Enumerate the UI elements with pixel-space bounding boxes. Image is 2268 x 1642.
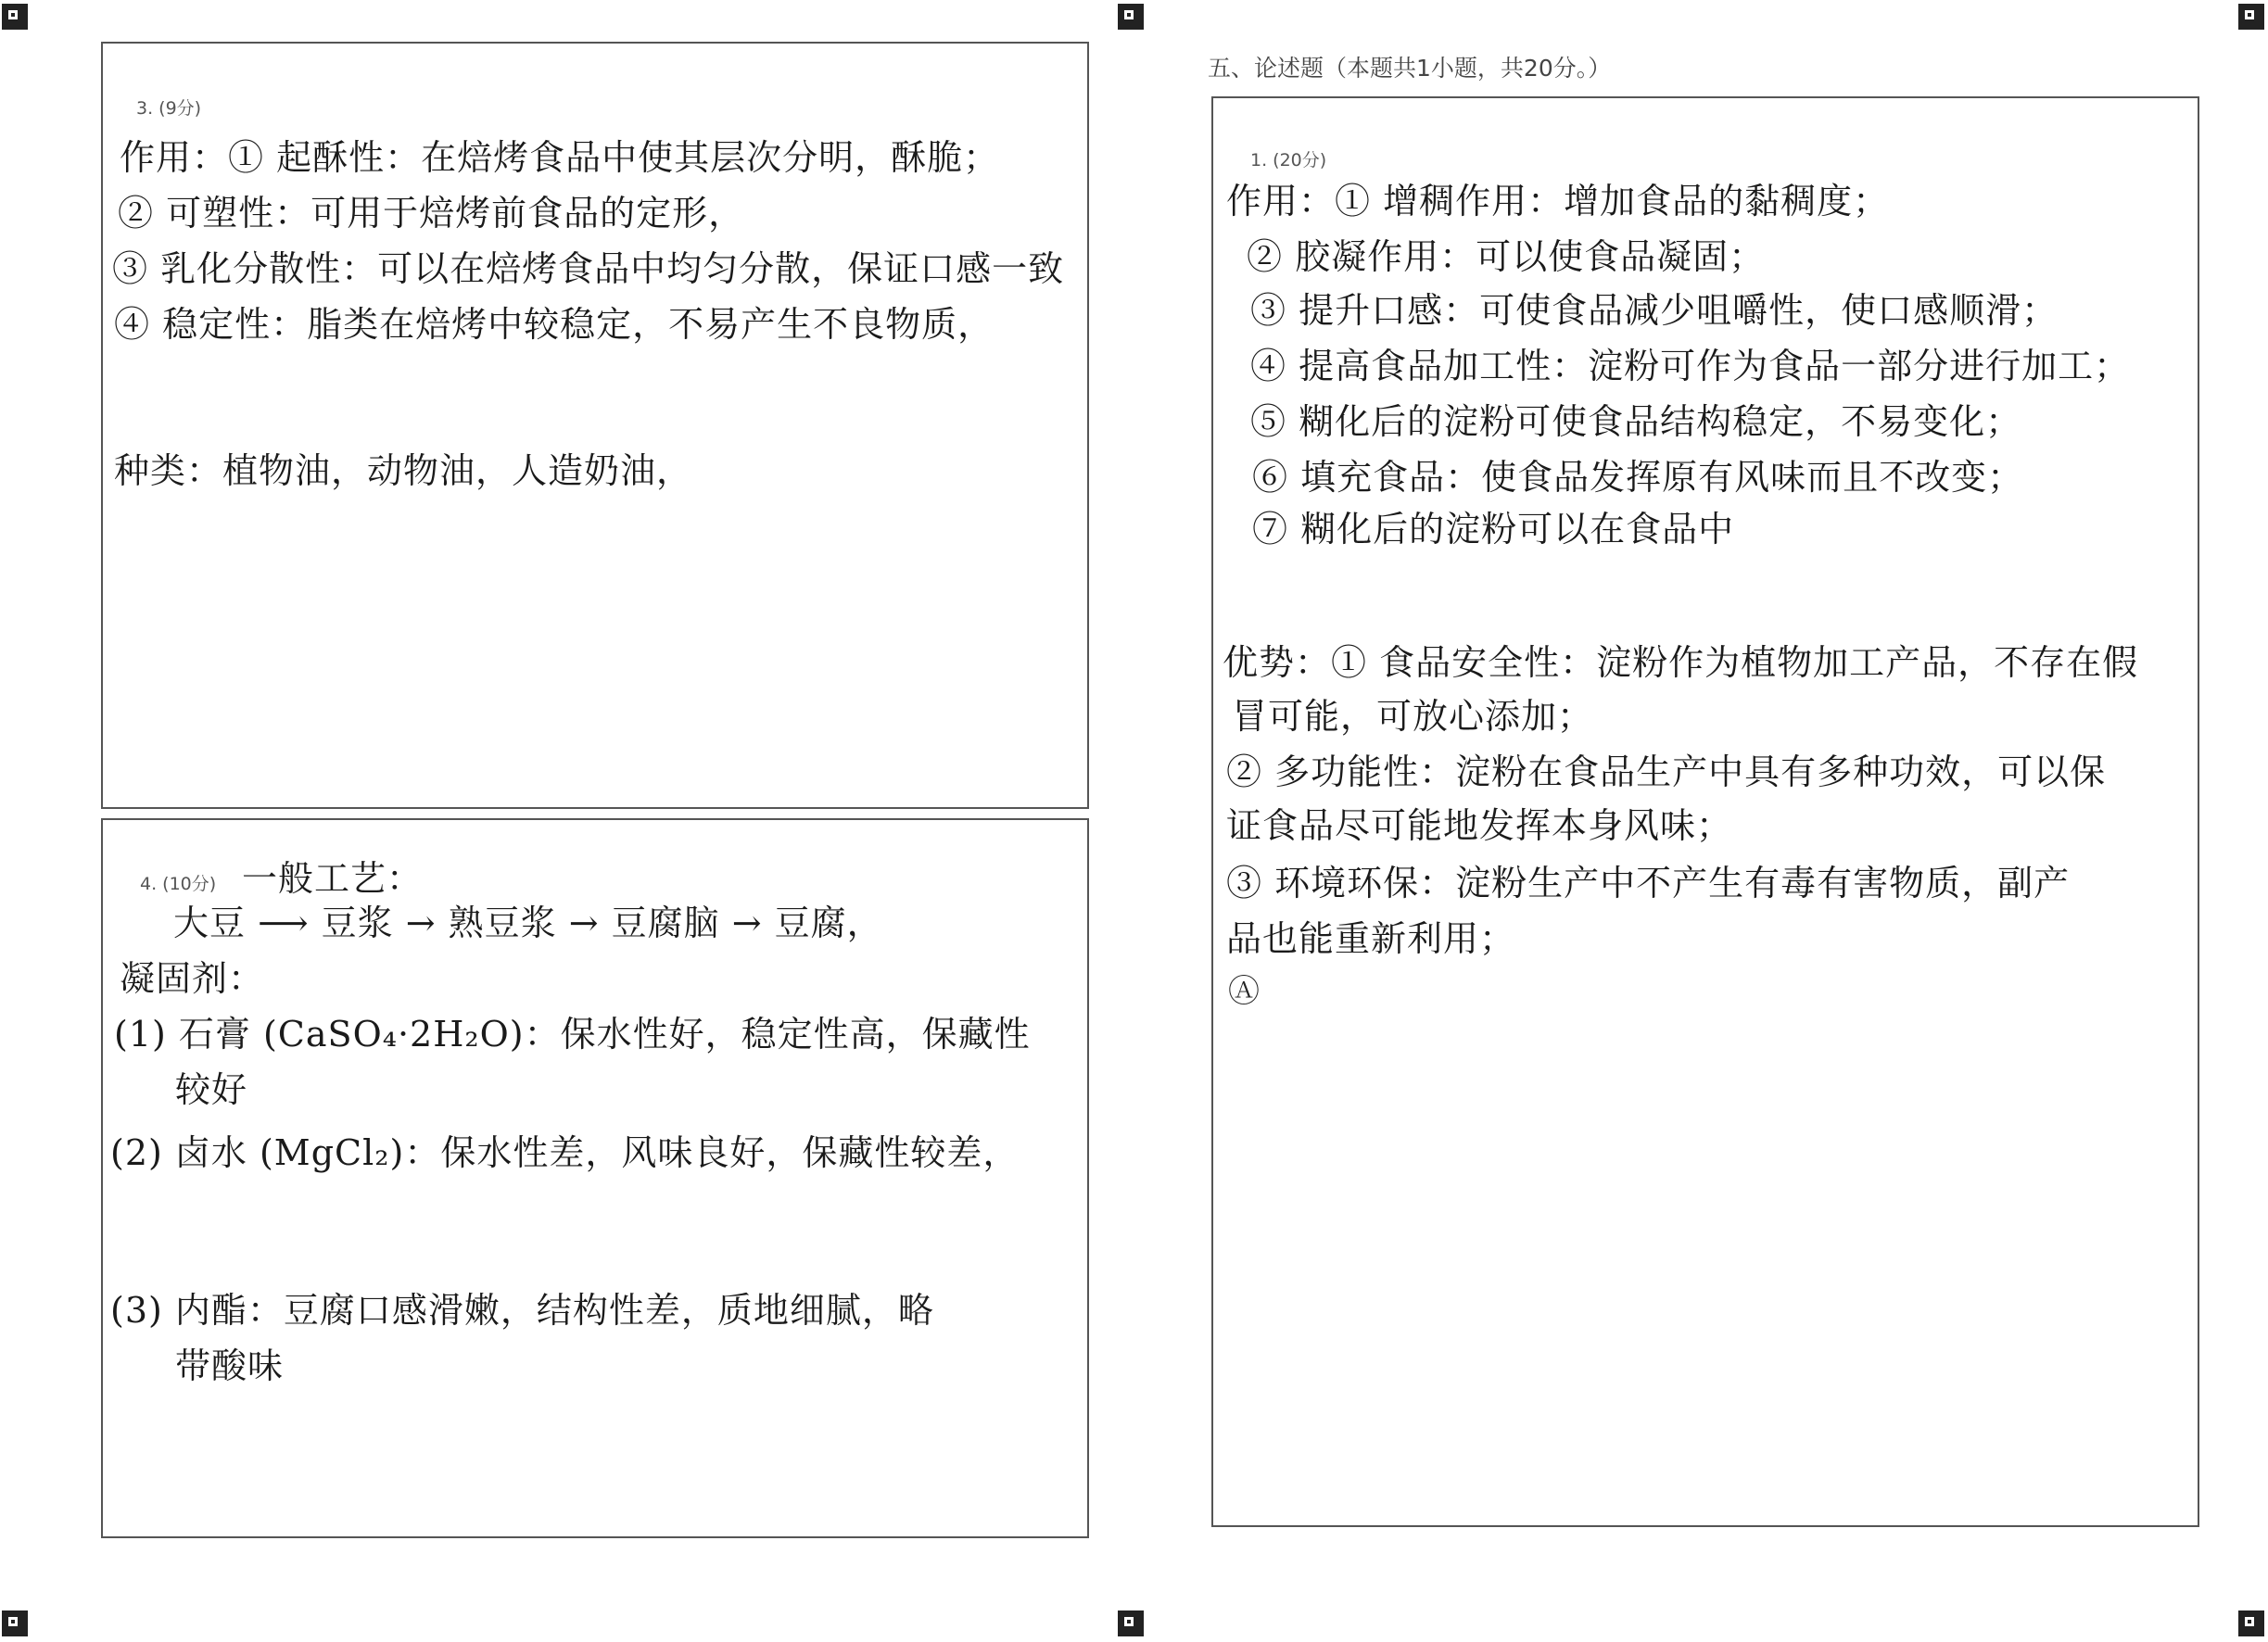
- answer-line: (2) 卤水 (MgCl₂)：保水性差，风味良好，保藏性较差，: [110, 1132, 1020, 1173]
- answer-line: ② 多功能性：淀粉在食品生产中具有多种功效，可以保: [1226, 752, 2107, 792]
- answer-line: (1) 石膏 (CaSO₄·2H₂O)：保水性好，稳定性高，保藏性: [114, 1014, 1031, 1055]
- answer-line: ⑤ 糊化后的淀粉可使食品结构稳定，不易变化；: [1250, 401, 2022, 442]
- answer-line: ③ 提升口感：可使食品减少咀嚼性，使口感顺滑；: [1250, 290, 2059, 331]
- registration-marker-top-center: [1118, 4, 1144, 30]
- answer-line: 大豆 ⟶ 豆浆 → 熟豆浆 → 豆腐脑 → 豆腐，: [173, 903, 883, 943]
- registration-marker-bottom-right: [2238, 1610, 2264, 1636]
- registration-marker-bottom-center: [1118, 1610, 1144, 1636]
- answer-line: 种类：植物油，动物油，人造奶油，: [114, 450, 693, 491]
- answer-line: 较好: [175, 1069, 248, 1110]
- handwritten-mark: Ⓐ: [1228, 973, 1260, 1010]
- answer-line: ② 胶凝作用：可以使食品凝固；: [1247, 236, 1766, 277]
- answer-line: 一般工艺：: [242, 858, 424, 899]
- answer-line: ⑦ 糊化后的淀粉可以在食品中: [1252, 509, 1735, 549]
- answer-line: ④ 稳定性：脂类在焙烤中较稳定，不易产生不良物质，: [114, 304, 995, 345]
- answer-line: 凝固剂：: [120, 958, 265, 999]
- registration-marker-top-left: [2, 4, 28, 30]
- registration-marker-bottom-left: [2, 1610, 28, 1636]
- answer-line: ⑥ 填充食品：使食品发挥原有风味而且不改变；: [1252, 457, 2024, 498]
- answer-line: ③ 环境环保：淀粉生产中不产生有毒有害物质，副产: [1226, 863, 2071, 903]
- answer-box-q4: [101, 818, 1089, 1538]
- answer-box-essay: [1211, 96, 2199, 1527]
- answer-line: 作用：① 增稠作用：增加食品的黏稠度；: [1226, 181, 1890, 221]
- answer-line: 优势：① 食品安全性：淀粉作为植物加工产品，不存在假: [1223, 642, 2139, 683]
- answer-line: 带酸味: [175, 1345, 285, 1386]
- answer-line: 冒可能，可放心添加；: [1232, 696, 1594, 737]
- question-label: 1. (20分): [1250, 150, 1327, 171]
- answer-line: 证食品尽可能地发挥本身风味；: [1226, 805, 1733, 846]
- answer-line: 作用：① 起酥性：在焙烤食品中使其层次分明，酥脆；: [120, 137, 1000, 178]
- answer-line: (3) 内酯：豆腐口感滑嫩，结构性差，质地细腻，略: [110, 1290, 934, 1331]
- answer-line: ④ 提高食品加工性：淀粉可作为食品一部分进行加工；: [1250, 346, 2131, 386]
- question-label: 4. (10分): [140, 874, 217, 894]
- answer-line: ③ 乳化分散性：可以在焙烤食品中均匀分散，保证口感一致: [112, 248, 1065, 289]
- answer-box-q3: [101, 42, 1089, 809]
- section-title: 五、论述题（本题共1小题，共20分。）: [1208, 55, 1612, 82]
- registration-marker-top-right: [2238, 4, 2264, 30]
- question-label: 3. (9分): [136, 98, 202, 119]
- answer-line: ② 可塑性：可用于焙烤前食品的定形，: [118, 193, 745, 234]
- answer-line: 品也能重新利用；: [1226, 918, 1516, 959]
